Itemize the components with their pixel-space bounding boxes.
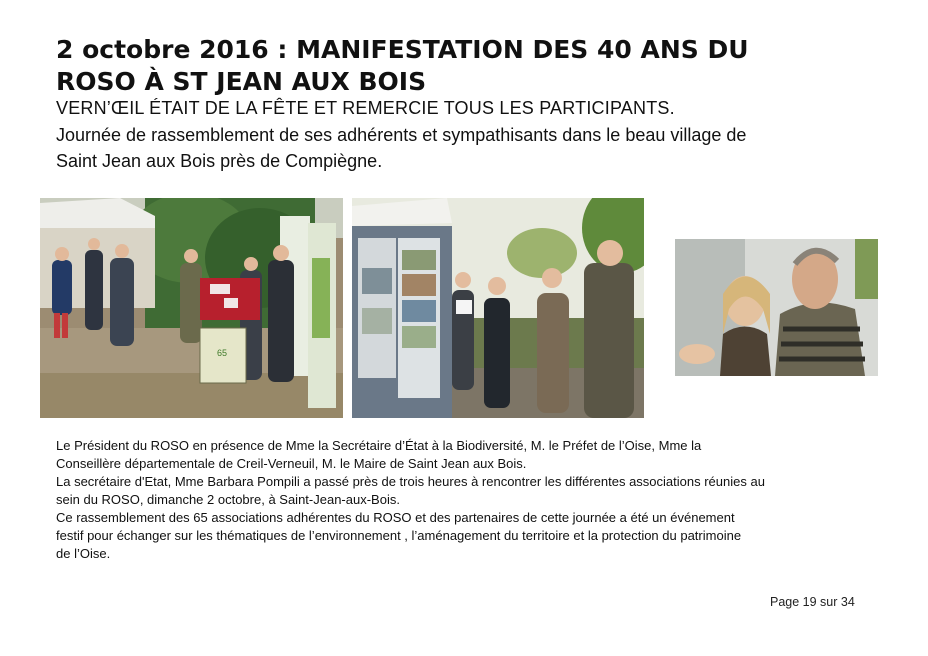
photo-caption [56,437,886,563]
board-number: 65 [217,348,228,358]
caption-p2-line-1: La secrétaire d'Etat, Mme Barbara Pompili a passé près de trois heures à rencontrer les différentes associations réunies au [56,474,765,489]
caption-p3-line-2: festif pour échanger sur les thématiques de l’environnement , l’aménagement du territoire et la protection du patrimoine [56,528,742,543]
intro-line-1: Journée de rassemblement de ses adhérents et sympathisants dans le beau village de [56,125,747,145]
caption-p2-line-2: sein du ROSO, dimanche 2 octobre, à Saint-Jean-aux-Bois. [56,492,400,507]
title-line-2: ROSO À ST JEAN AUX BOIS [56,67,427,96]
photo-exhibition-stand [352,198,644,418]
caption-paragraph-1 [56,437,886,473]
title-line-1: 2 octobre 2016 : MANIFESTATION DES 40 ANS DU [56,35,749,64]
caption-p3-line-1: Ce rassemblement des 65 associations adhérentes du ROSO et des partenaires de cette journée a été un événement [56,510,735,525]
photo-officials-speech [40,198,343,418]
caption-p1-line-1: Le Président du ROSO en présence de Mme la Secrétaire d’État à la Biodiversité, M. le Préfet de l’Oise, Mme la [56,438,702,453]
photo-closeup-conversation [675,239,878,376]
subtitle: VERN’ŒIL ÉTAIT DE LA FÊTE ET REMERCIE TOUS LES PARTICIPANTS. [56,98,675,118]
caption-paragraph-2 [56,473,886,509]
intro-paragraph [56,122,886,174]
caption-p1-line-2: Conseillère départementale de Creil-Verneuil, M. le Maire de Saint Jean aux Bois. [56,456,527,471]
page-title [56,34,876,98]
page-number: Page 19 sur 34 [770,595,855,609]
caption-paragraph-3 [56,509,886,563]
intro-line-2: Saint Jean aux Bois près de Compiègne. [56,151,383,171]
caption-p3-line-3: de l’Oise. [56,546,111,561]
